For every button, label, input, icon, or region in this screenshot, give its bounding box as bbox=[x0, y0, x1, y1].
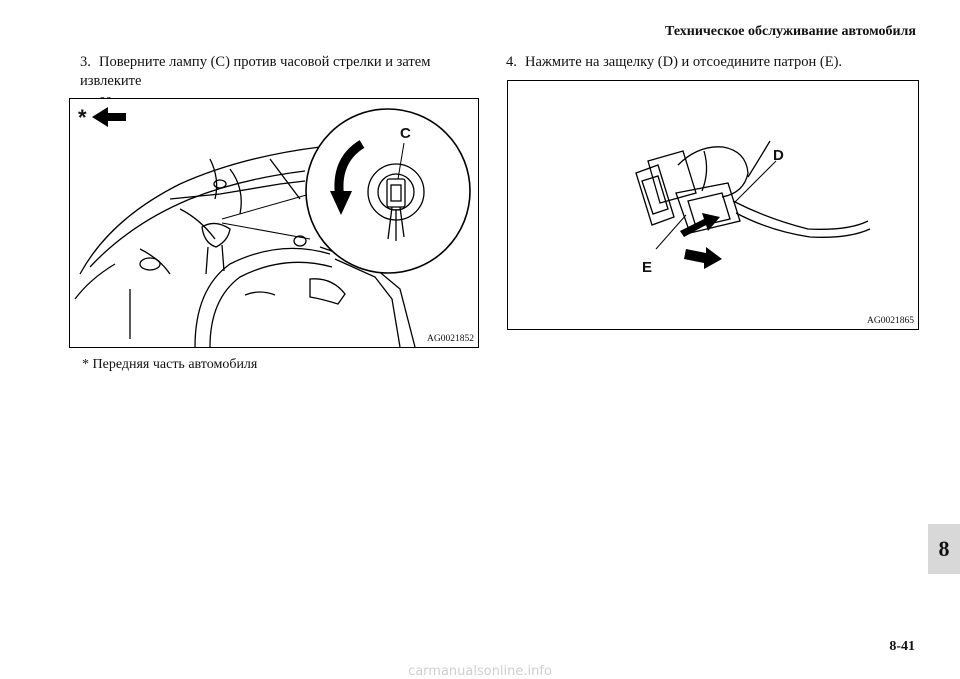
page-number: 8-41 bbox=[889, 639, 915, 654]
step-4 bbox=[506, 53, 926, 72]
figure-headlamp-bulb-removal bbox=[69, 98, 479, 348]
page-header: Техническое обслуживание автомобиля bbox=[665, 24, 916, 39]
chapter-tab bbox=[928, 524, 960, 574]
figure-code: AG0021852 bbox=[427, 334, 474, 344]
step-text: Нажмите на защелку (D) и отсоедините патрон (E). bbox=[525, 54, 843, 70]
headlamp-illustration bbox=[70, 99, 478, 347]
step-number: 3. bbox=[80, 54, 91, 70]
footnote: * Передняя часть автомобиля bbox=[82, 357, 258, 372]
callout-e: E bbox=[642, 259, 653, 276]
chapter-tab-label: 8 bbox=[938, 536, 950, 561]
figure-connector-disconnect bbox=[507, 80, 919, 330]
pull-arrow-icon bbox=[684, 247, 722, 269]
figure-code: AG0021865 bbox=[867, 316, 914, 326]
connector-illustration bbox=[508, 81, 918, 329]
callout-star: * bbox=[78, 105, 87, 130]
press-arrow-icon bbox=[680, 213, 720, 237]
callout-c: C bbox=[400, 125, 411, 142]
front-arrow-icon bbox=[92, 107, 126, 127]
callout-d: D bbox=[773, 147, 784, 164]
watermark: carmanualsonline.info bbox=[408, 664, 552, 679]
step-text: Поверните лампу (C) против часовой стрелки и затем извлеките bbox=[80, 54, 431, 89]
step-number: 4. bbox=[506, 54, 517, 70]
